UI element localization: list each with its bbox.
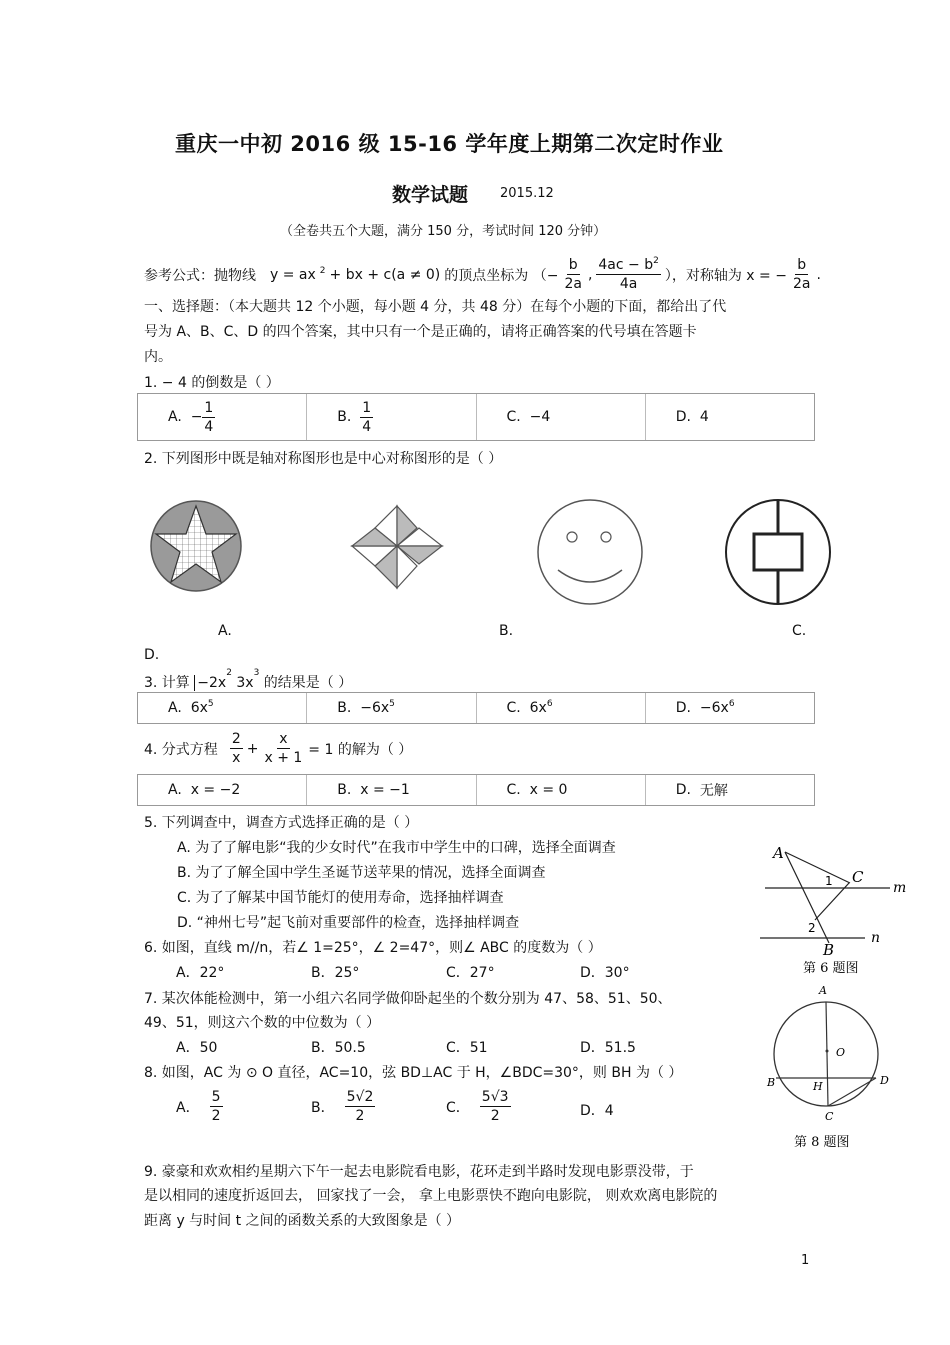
q4-stem: 4. 分式方程 $\frac{2}{x}$ + $\frac{x}{x + 1}$ = 1 的解为（ ）	[144, 731, 413, 766]
axis-text: ），对称轴为 x = −	[664, 267, 787, 284]
q1-stem: 1. − 4 的倒数是（ ）	[144, 375, 280, 391]
q6-label-a: A	[773, 844, 784, 862]
q6-figure	[755, 838, 915, 983]
q4-option-a[interactable]: A. x = −2	[138, 775, 307, 805]
q7-option-d[interactable]: D．51.5	[580, 1040, 636, 1056]
q3-option-d[interactable]: D. −6x 6	[675, 699, 735, 716]
q6-label-1: 1	[825, 874, 833, 888]
exam-title: 重庆一中初 2016 级 15-16 学年度上期第二次定时作业	[175, 132, 724, 156]
q8-stem: 8. 如图，AC 为 ⊙ O 直径，AC=10，弦 BD⊥AC 于 H，∠BDC=30°，则 BH 为（ ）	[144, 1065, 683, 1081]
q6-option-b[interactable]: B．25°	[311, 965, 360, 981]
figure-c-smiley	[538, 500, 642, 604]
q5-option-c[interactable]: C. 为了了解某中国节能灯的使用寿命，选择抽样调查	[177, 890, 504, 906]
figure-a-star-circle	[151, 501, 241, 591]
reference-formula	[144, 256, 821, 293]
q3-options	[137, 692, 815, 724]
q4-option-b[interactable]: B. x = −1	[307, 775, 476, 805]
q6-option-d[interactable]: D．30°	[580, 965, 630, 981]
q6-label-2: 2	[808, 921, 816, 935]
section1-line1: 一、选择题：（本大题共 12 个小题，每小题 4 分，共 48 分）在每个小题的下面，都给出了代	[144, 299, 727, 315]
vertex-x-fraction: $\frac{b}{2a}$	[564, 257, 582, 292]
q8-label-a: A	[819, 984, 827, 997]
q2-label-a: A.	[218, 623, 232, 639]
q8-option-d[interactable]: D．4	[580, 1103, 614, 1119]
q6-caption: 第 6 题图	[803, 961, 859, 976]
q5-stem: 5. 下列调查中，调查方式选择正确的是（ ）	[144, 815, 419, 831]
q8-label-d: D	[880, 1074, 889, 1087]
q4-option-d[interactable]: D. 无解	[675, 782, 728, 799]
subject-title: 数学试题	[392, 184, 469, 206]
q5-option-b[interactable]: B. 为了了解全国中学生圣诞节送苹果的情况，选择全面调查	[177, 865, 546, 881]
page-number: 1	[801, 1253, 810, 1268]
q6-option-a[interactable]: A．22°	[176, 965, 225, 981]
formula-sup: 2	[319, 265, 326, 276]
q8-caption: 第 8 题图	[794, 1135, 850, 1150]
q8-label-o: O	[836, 1046, 846, 1059]
q6-label-n: n	[871, 930, 881, 946]
q2-label-d: D.	[144, 647, 160, 663]
q5-option-a[interactable]: A. 为了了解电影“我的少女时代”在我市中学生中的口碑，选择全面调查	[177, 840, 616, 856]
q6-label-b: B	[823, 941, 835, 959]
q3-stem: 3. 计算 $-2x^2$ $3x^3$ 的结果是（ ）	[144, 668, 353, 691]
q2-stem: 2. 下列图形中既是轴对称图形也是中心对称图形的是（ ）	[144, 451, 503, 467]
section1-line3: 内。	[144, 349, 172, 365]
q9-line2: 是以相同的速度折返回去， 回家找了一会， 拿上电影票快不跑向电影院， 则欢欢离电影院的	[144, 1188, 718, 1204]
formula-prefix: 参考公式：抛物线	[144, 267, 256, 284]
q5-option-d[interactable]: D. “神州七号”起飞前对重要部件的检查，选择抽样调查	[177, 915, 520, 931]
q8-option-b[interactable]: B． $\frac{5√2}{2}$	[311, 1089, 374, 1124]
q1-option-c[interactable]: C. −4	[477, 394, 646, 440]
comma: ,	[587, 266, 593, 283]
q2-label-c: C.	[792, 623, 807, 639]
q9-line3: 距离 y 与时间 t 之间的函数关系的大致图象是（ ）	[144, 1213, 461, 1229]
q4-options	[137, 774, 815, 806]
q7-line1: 7. 某次体能检测中，第一小组六名同学做仰卧起坐的个数分别为 47、58、51、50、	[144, 991, 672, 1007]
q3-option-b[interactable]: B. −6x 5	[307, 693, 476, 723]
q8-label-b: B	[767, 1076, 776, 1089]
q2-label-b: B.	[499, 623, 514, 639]
q1-option-d[interactable]: D. 4	[675, 409, 709, 425]
figure-d-circle-rect	[726, 500, 830, 604]
q6-label-c: C	[852, 868, 864, 886]
q3-option-c[interactable]: C. 6x 6	[477, 693, 646, 723]
q9-line1: 9. 豪豪和欢欢相约星期六下午一起去电影院看电影，花环走到半路时发现电影票没带，于	[144, 1164, 694, 1180]
q7-line2: 49、51，则这六个数的中位数为（ ）	[144, 1015, 381, 1031]
figure-b-pinwheel	[352, 506, 442, 588]
exam-date: 2015.12	[500, 186, 554, 201]
q1-option-b[interactable]: B. $\frac{1}{4}$	[307, 394, 476, 440]
q6-label-m: m	[893, 880, 907, 896]
q2-figures	[140, 490, 840, 620]
q8-option-a[interactable]: A． $\frac{5}{2}$	[176, 1089, 221, 1124]
q8-label-h: H	[813, 1080, 823, 1093]
q8-figure	[762, 980, 912, 1155]
q8-option-c[interactable]: C． $\frac{5√3}{2}$	[446, 1089, 509, 1124]
q7-option-b[interactable]: B．50.5	[311, 1040, 366, 1056]
axis-fraction: $\frac{b}{2a}$	[792, 257, 811, 292]
vertex-text: 的顶点坐标为 （−	[444, 267, 559, 284]
q8-label-c: C	[825, 1110, 834, 1123]
q7-option-a[interactable]: A．50	[176, 1040, 218, 1056]
exam-info: （全卷共五个大题，满分 150 分，考试时间 120 分钟）	[280, 224, 607, 239]
q6-option-c[interactable]: C．27°	[446, 965, 495, 981]
period: .	[816, 266, 821, 283]
q7-option-c[interactable]: C．51	[446, 1040, 488, 1056]
vertex-y-fraction: $\frac{4ac - b^2}{4a}$	[598, 256, 659, 292]
q3-option-a[interactable]: A. 6x 5	[138, 693, 307, 723]
formula-expr-a: y = ax	[270, 266, 316, 283]
q1-option-a[interactable]: A. − $\frac{1}{4}$	[138, 394, 307, 440]
section1-line2: 号为 A、B、C、D 的四个答案，其中只有一个是正确的，请将正确答案的代号填在答题卡	[144, 324, 697, 340]
q6-stem: 6. 如图，直线 m//n，若∠ 1=25°，∠ 2=47°，则∠ ABC 的度数为（ ）	[144, 940, 602, 956]
q4-option-c[interactable]: C. x = 0	[477, 775, 646, 805]
q1-options	[137, 393, 815, 441]
formula-expr-b: + bx + c(a ≠ 0)	[329, 266, 441, 283]
